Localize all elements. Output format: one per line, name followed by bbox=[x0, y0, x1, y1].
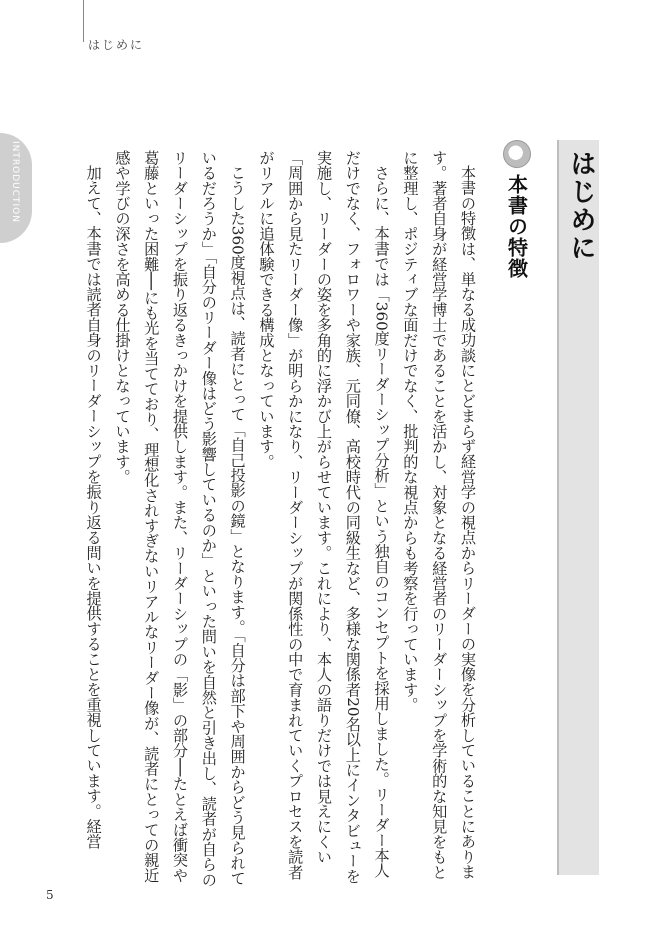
chapter-title: はじめに bbox=[566, 150, 596, 262]
section-tab-label: INTRODUCTION bbox=[10, 141, 20, 223]
body-text bbox=[62, 150, 482, 890]
paragraph: さらに、本書では「360度リーダーシップ分析」という独自のコンセプトを採用しました。リーダー本人だけでなく、フォロワーや家族、元同僚、高校時代の同級生など、多様な関係者20名以上にインタビューを実施し、リーダーの姿を多角的に浮かび上がらせています。これにより、本人の語りだけでは見えにくい「周囲から見たリーダー像」が明らかになり、リーダーシップが関係性の中で育まれていくプロセスを読者がリアルに追体験できる構成となっています。 bbox=[257, 150, 391, 884]
section-heading-text: 本書の特徴 bbox=[504, 174, 529, 279]
circle-bullet-icon bbox=[503, 140, 531, 168]
section-heading bbox=[497, 140, 537, 279]
running-head: はじめに bbox=[88, 38, 145, 52]
paragraph: 加えて、本書では読者自身のリーダーシップを振り返る問いを提供することを重視しています。経営 bbox=[84, 165, 103, 850]
chapter-title-bar bbox=[557, 140, 599, 875]
page-number: 5 bbox=[46, 888, 54, 902]
header-rule bbox=[83, 0, 84, 42]
section-tab bbox=[0, 133, 32, 243]
paragraph: こうした360度視点は、読者にとって「自己投影の鏡」となります。「自分は部下や周囲からどう見られているだろうか」「自分のリーダー像はどう影響しているのか」といった問いを自然と引き出し、読者が自らのリーダーシップを振り返るきっかけを提供します。また、リーダーシップの「影」の部分──たとえば衝突や葛藤といった困難──にも光を当てており、理想化されすぎないリアルなリーダー像が、読者にとっての親近感や学びの深さを高める仕掛けとなっています。 bbox=[113, 150, 247, 888]
paragraph: 本書の特徴は、単なる成功談にとどまらず経営学の視点からリーダーの実像を分析していることにあります。著者自身が経営学博士であることを活かし、対象となる経営者のリーダーシップを学術的な知見をもとに整理し、ポジティブな面だけでなく、批判的な視点からも考察を行っています。 bbox=[401, 150, 477, 880]
